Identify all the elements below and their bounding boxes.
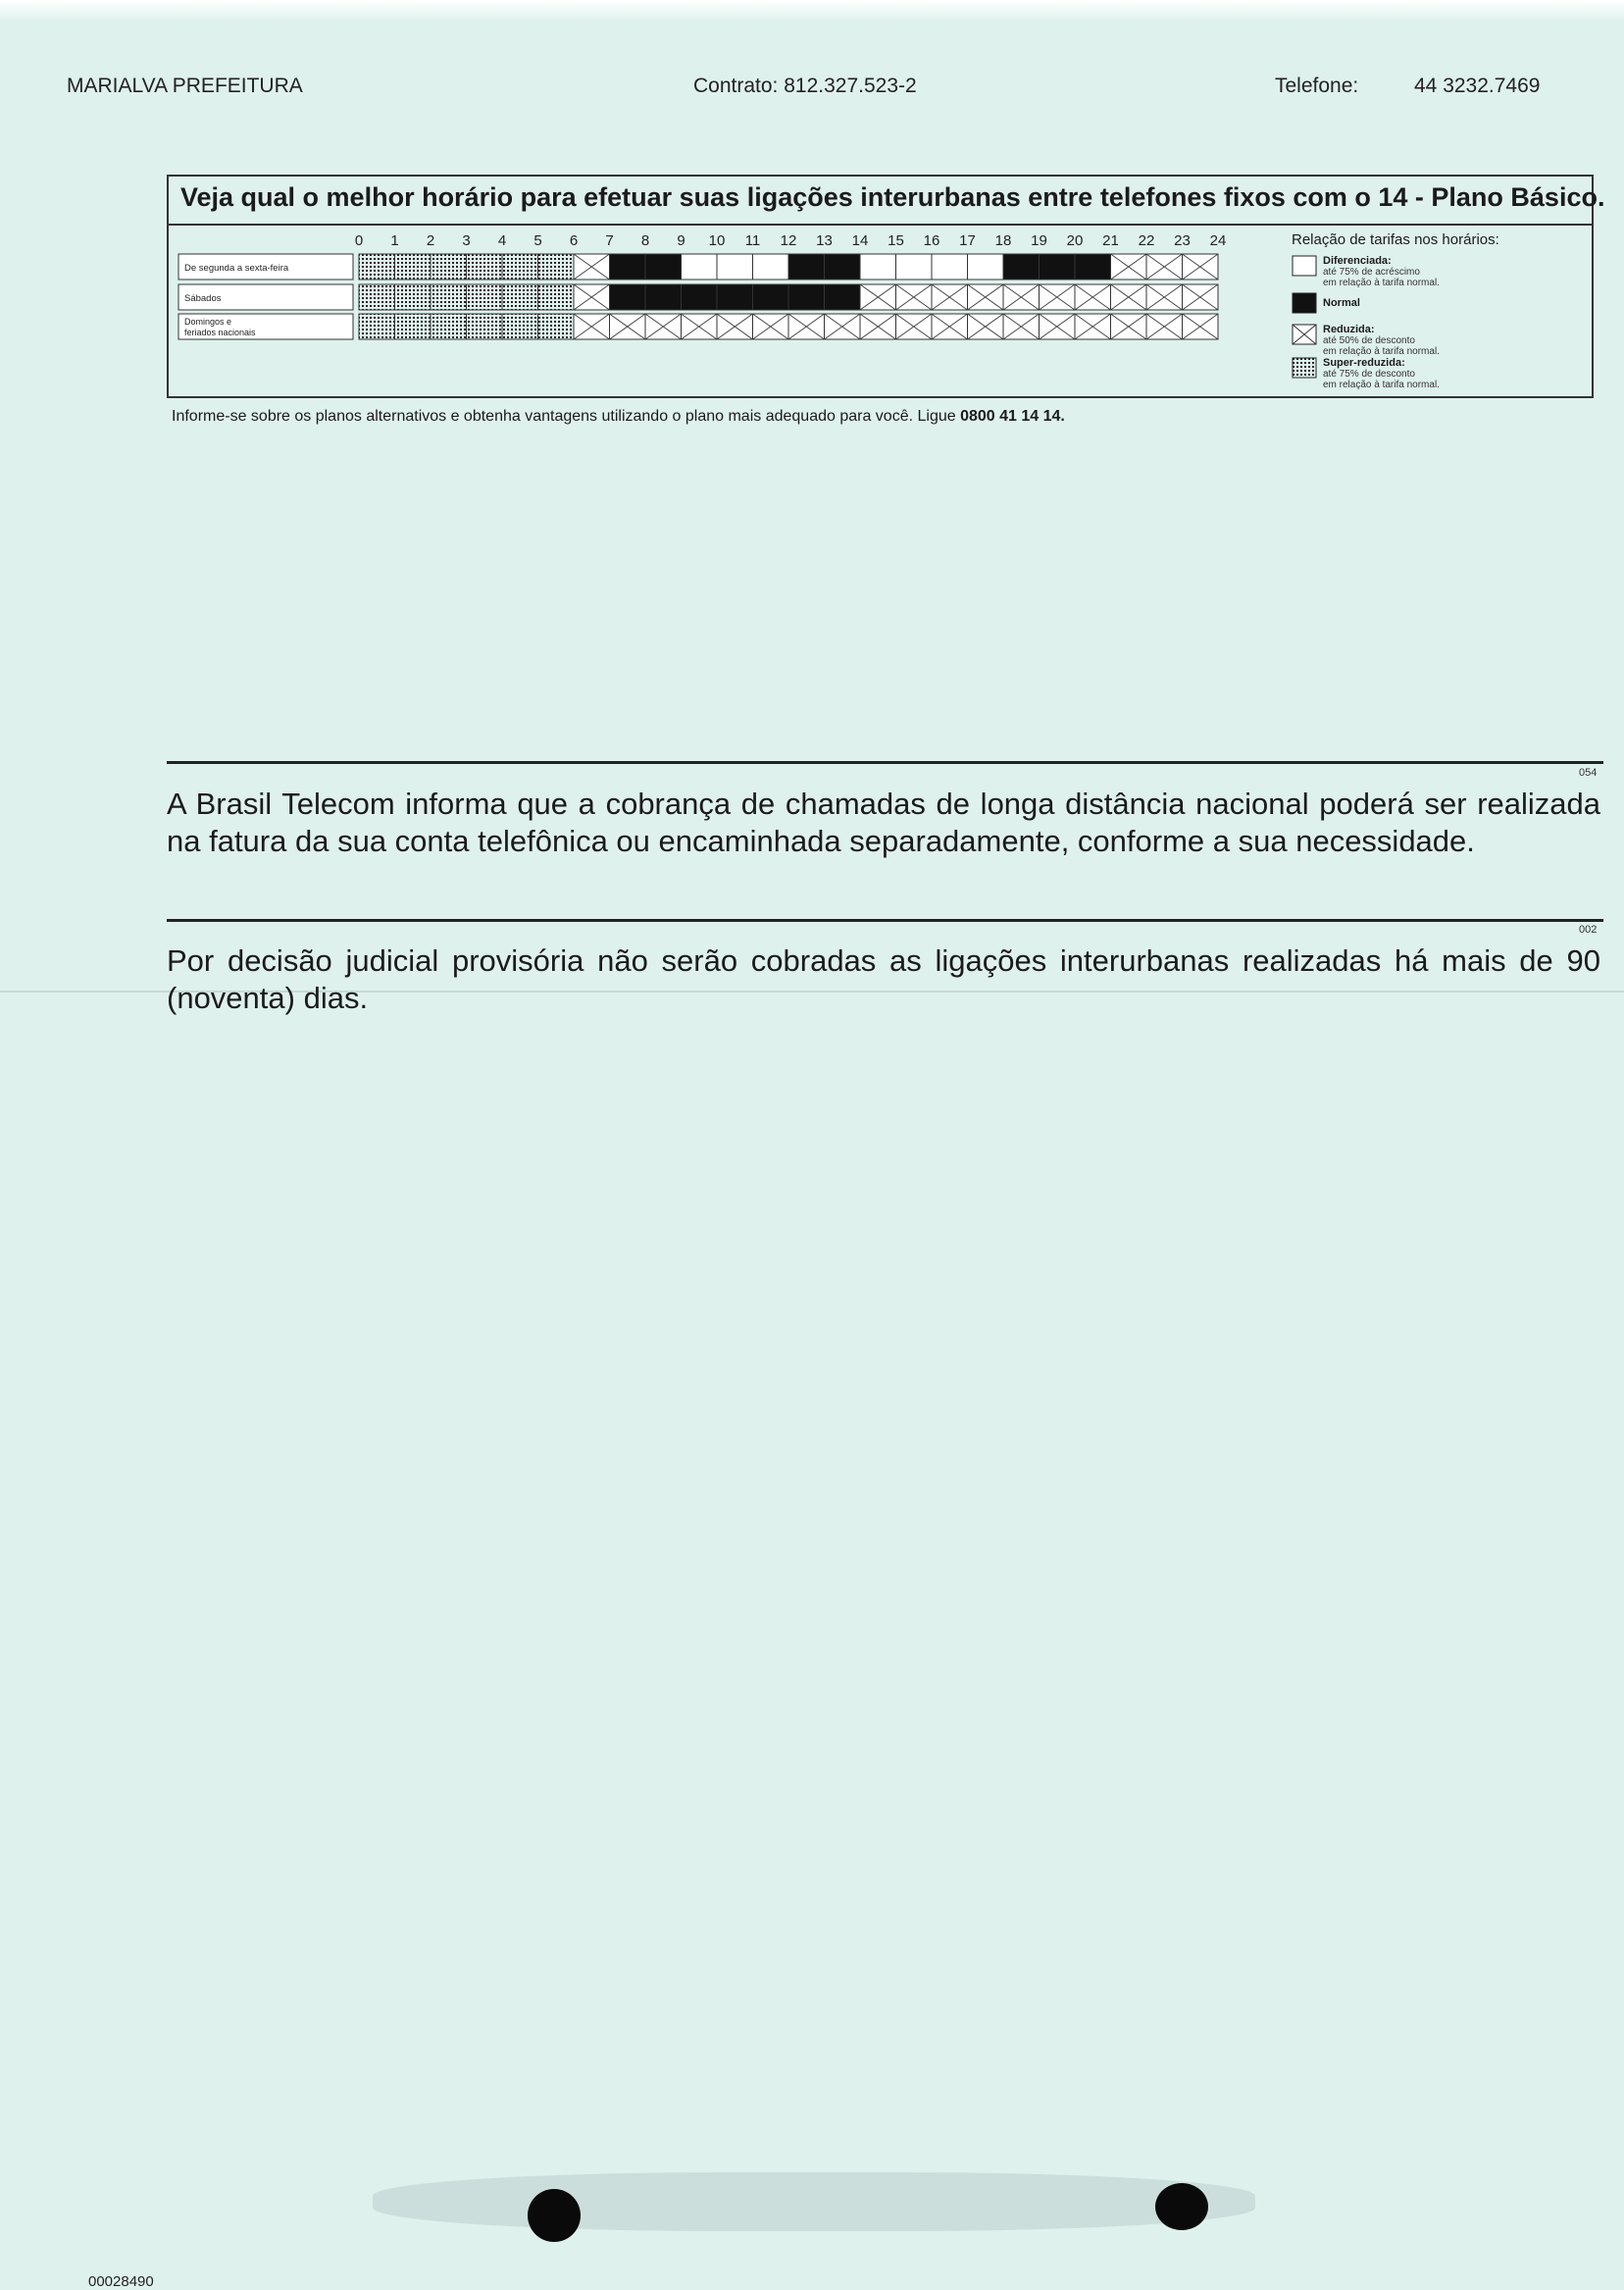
legend-name: Diferenciada: bbox=[1323, 255, 1392, 267]
tariff-schedule-grid bbox=[169, 226, 1247, 394]
phone-number: 44 3232.7469 bbox=[1414, 75, 1541, 97]
tariff-slot bbox=[502, 254, 538, 280]
notice-separator bbox=[167, 919, 1603, 922]
tariff-slot bbox=[645, 284, 682, 310]
tariff-slot bbox=[359, 254, 395, 280]
notice-long-distance-billing: A Brasil Telecom informa que a cobrança de chamadas de longa distância nacional poderá ser realizada na fatura da sua conta telefônica ou encaminhada separadamente, conforme a sua necessidade. bbox=[167, 787, 1600, 858]
hour-tick-label: 23 bbox=[1174, 232, 1191, 249]
tariff-slot bbox=[502, 284, 538, 310]
tariff-slot bbox=[395, 284, 431, 310]
hour-tick-label: 0 bbox=[354, 232, 364, 249]
hour-tick-label: 15 bbox=[888, 232, 904, 249]
legend-desc: em relação à tarifa normal. bbox=[1323, 278, 1440, 288]
legend-name: Super-reduzida: bbox=[1323, 357, 1405, 369]
tariff-slot bbox=[431, 254, 467, 280]
tariff-slot bbox=[538, 284, 575, 310]
hour-tick-label: 14 bbox=[851, 232, 869, 249]
scan-edge bbox=[0, 0, 1624, 22]
hour-tick-label: 20 bbox=[1066, 232, 1084, 249]
tariff-slot bbox=[825, 284, 861, 310]
tariff-slot bbox=[896, 254, 933, 280]
legend-swatch-normal bbox=[1292, 292, 1317, 314]
legend-desc: até 50% de desconto bbox=[1323, 335, 1415, 346]
phone-label: Telefone: bbox=[1275, 75, 1359, 97]
hour-tick-label: 7 bbox=[605, 232, 614, 249]
notice-code: 054 bbox=[1579, 767, 1598, 779]
tariff-slot bbox=[682, 254, 718, 280]
hour-tick-label: 22 bbox=[1138, 232, 1155, 249]
legend-swatch-reduzida bbox=[1292, 324, 1317, 345]
tariff-slot bbox=[359, 314, 395, 339]
legend-desc: em relação à tarifa normal. bbox=[1323, 346, 1440, 357]
tariff-slot bbox=[717, 254, 753, 280]
hour-tick-label: 6 bbox=[569, 232, 579, 249]
hour-tick-label: 19 bbox=[1031, 232, 1047, 249]
tariff-slot bbox=[717, 284, 753, 310]
plans-info-text bbox=[172, 408, 1065, 426]
punch-hole bbox=[528, 2189, 581, 2242]
tariff-slot bbox=[788, 284, 825, 310]
hour-tick-label: 17 bbox=[959, 232, 976, 249]
hour-tick-label: 21 bbox=[1102, 232, 1119, 249]
tariff-slot bbox=[538, 254, 575, 280]
tariff-slot bbox=[682, 284, 718, 310]
legend-title: Relação de tarifas nos horários: bbox=[1292, 231, 1499, 248]
legend-swatch-super-reduzida bbox=[1292, 357, 1317, 379]
tariff-slot bbox=[467, 284, 503, 310]
row-label: De segunda a sexta-feira bbox=[184, 263, 289, 274]
tariff-slot bbox=[1003, 254, 1040, 280]
punch-hole bbox=[1155, 2183, 1208, 2230]
row-label: feriados nacionais bbox=[184, 328, 256, 337]
plans-info-phone: 0800 41 14 14. bbox=[960, 408, 1065, 425]
legend-desc: até 75% de acréscimo bbox=[1323, 267, 1420, 278]
customer-name: MARIALVA PREFEITURA bbox=[67, 75, 303, 97]
hour-tick-label: 2 bbox=[426, 232, 435, 249]
hour-tick-label: 18 bbox=[994, 232, 1012, 249]
tariff-title: Veja qual o melhor horário para efetuar suas ligações interurbanas entre telefones fixos com o 14 - Plano Básico. bbox=[169, 177, 1592, 226]
tariff-slot bbox=[502, 314, 538, 339]
hour-tick-label: 3 bbox=[462, 232, 471, 249]
hour-tick-label: 10 bbox=[708, 232, 726, 249]
legend-name: Normal bbox=[1323, 297, 1360, 309]
tariff-slot bbox=[431, 314, 467, 339]
tariff-slot bbox=[753, 254, 789, 280]
tariff-slot bbox=[645, 254, 682, 280]
tariff-slot bbox=[610, 254, 646, 280]
hour-tick-label: 16 bbox=[923, 232, 940, 249]
tariff-slot bbox=[538, 314, 575, 339]
notice-code: 002 bbox=[1579, 924, 1598, 936]
tariff-slot bbox=[1075, 254, 1111, 280]
notice-separator bbox=[167, 761, 1603, 764]
tariff-slot bbox=[788, 254, 825, 280]
tariff-slot bbox=[753, 284, 789, 310]
tariff-slot bbox=[610, 284, 646, 310]
row-label: Sábados bbox=[184, 293, 222, 304]
plans-info-message: Informe-se sobre os planos alternativos e obtenha vantagens utilizando o plano mais adequado para você. Ligue bbox=[172, 408, 961, 425]
tariff-slot bbox=[395, 314, 431, 339]
tariff-slot bbox=[932, 254, 968, 280]
legend-swatch-diferenciada bbox=[1292, 255, 1317, 277]
tariff-slot bbox=[968, 254, 1004, 280]
tariff-slot bbox=[359, 284, 395, 310]
tariff-slot bbox=[431, 284, 467, 310]
hour-tick-label: 11 bbox=[744, 232, 761, 249]
tariff-slot bbox=[395, 254, 431, 280]
legend-desc: até 75% de desconto bbox=[1323, 369, 1415, 380]
legend-desc: em relação à tarifa normal. bbox=[1323, 380, 1440, 390]
hour-tick-label: 5 bbox=[533, 232, 542, 249]
row-label: Domingos e bbox=[184, 317, 232, 327]
notice-judicial-decision: Por decisão judicial provisória não serão cobradas as ligações interurbanas realizadas há mais de 90 (noventa) dias. bbox=[167, 943, 1600, 1015]
hour-tick-label: 24 bbox=[1209, 232, 1227, 249]
hour-tick-label: 9 bbox=[677, 232, 685, 249]
tariff-slot bbox=[860, 254, 896, 280]
hour-tick-label: 8 bbox=[640, 232, 650, 249]
tariff-slot bbox=[467, 254, 503, 280]
hour-tick-label: 12 bbox=[780, 232, 797, 249]
scan-smudge bbox=[373, 2172, 1255, 2231]
hour-tick-label: 1 bbox=[390, 232, 399, 249]
tariff-slot bbox=[825, 254, 861, 280]
hour-tick-label: 4 bbox=[497, 232, 507, 249]
tariff-schedule-box bbox=[167, 175, 1605, 398]
tariff-slot bbox=[467, 314, 503, 339]
hour-tick-label: 13 bbox=[816, 232, 833, 249]
tariff-slot bbox=[1040, 254, 1076, 280]
legend-name: Reduzida: bbox=[1323, 324, 1375, 335]
document-id: 00028490 bbox=[88, 2273, 154, 2290]
contract-number: Contrato: 812.327.523-2 bbox=[693, 75, 917, 97]
